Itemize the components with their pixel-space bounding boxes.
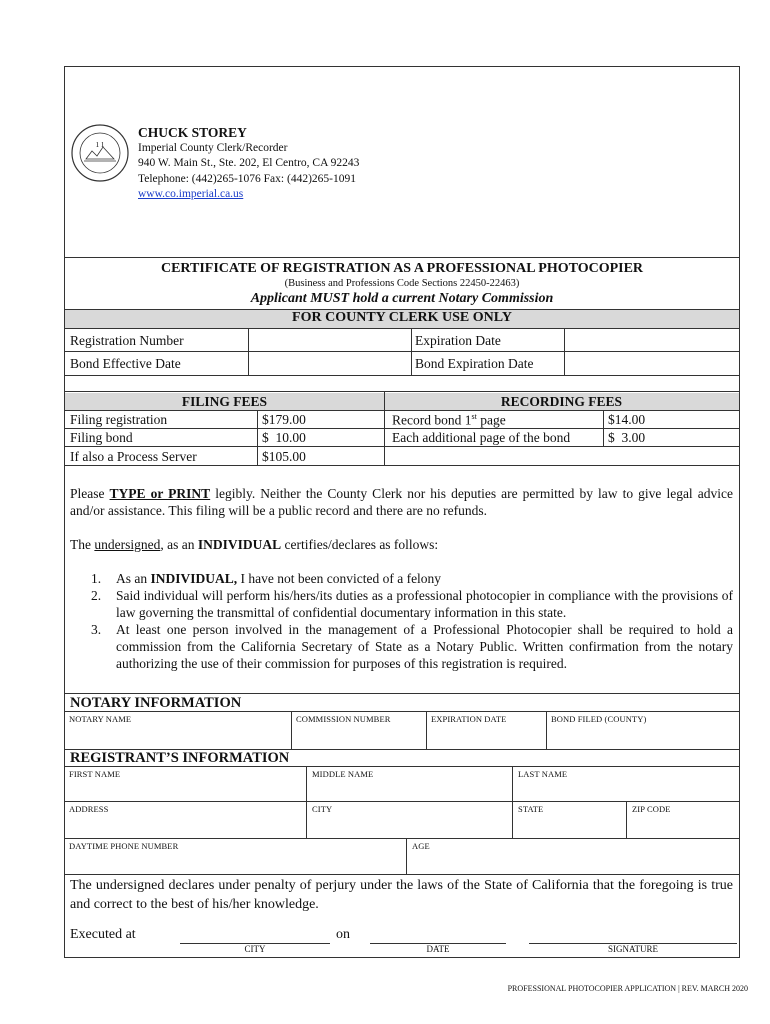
on-label: on <box>336 927 350 942</box>
clerk-website-link[interactable]: www.co.imperial.ca.us <box>138 188 244 200</box>
commission-number-field[interactable] <box>293 727 424 747</box>
address-field[interactable] <box>67 817 304 836</box>
expiration-date-label: Expiration Date <box>415 333 501 348</box>
filing-fees-heading: FILING FEES <box>181 394 268 409</box>
county-seal-icon <box>70 123 130 183</box>
recording-row-amount: $ 3.00 <box>608 430 646 445</box>
notary-expiration-label: EXPIRATION DATE <box>431 714 507 724</box>
daytime-phone-label: DAYTIME PHONE NUMBER <box>69 841 179 851</box>
city-caption: CITY <box>244 944 266 954</box>
footer-revision: PROFESSIONAL PHOTOCOPIER APPLICATION | REV. MARCH 2020 <box>507 984 748 993</box>
age-label: AGE <box>412 841 430 851</box>
signature-caption: SIGNATURE <box>607 944 658 954</box>
bond-effective-date-field[interactable] <box>250 353 409 373</box>
list-item: 2. Said individual will perform his/hers/its duties as a professional photocopier in compliance with the provisions of law governing the transmittal of confidential documentary information in this state. <box>91 588 733 620</box>
zip-code-label: ZIP CODE <box>632 804 671 814</box>
clerk-telephone: Telephone: (442)265-1076 Fax: (442)265-1091 <box>138 172 356 185</box>
perjury-declaration: The undersigned declares under penalty of perjury under the laws of the State of California that the foregoing is true and correct to the best of his/her knowledge. <box>70 878 733 912</box>
expiration-date-field[interactable] <box>566 330 738 350</box>
bond-expiration-date-field[interactable] <box>566 353 738 373</box>
certification-list <box>91 570 733 672</box>
address-label: ADDRESS <box>69 804 109 814</box>
state-label: STATE <box>518 804 544 814</box>
bond-filed-label: BOND FILED (COUNTY) <box>551 714 647 724</box>
code-sections: (Business and Professions Code Sections 22450-22463) <box>284 278 520 289</box>
registration-number-label: Registration Number <box>70 333 184 348</box>
list-item: 3. At least one person involved in the management of a Professional Photocopier shall be required to hold a commission from the California Secretary of State as a Notary Public. Written confirmation from the notary authorizing the use of their commission for purposes of this registration is required. <box>91 622 733 671</box>
executed-date-field[interactable] <box>370 925 506 943</box>
bond-expiration-date-label: Bond Expiration Date <box>415 356 534 371</box>
svg-text:1 1: 1 1 <box>95 141 105 149</box>
signature-field[interactable] <box>529 925 737 943</box>
page-title: CERTIFICATE OF REGISTRATION AS A PROFESSIONAL PHOTOCOPIER <box>160 261 644 276</box>
bond-filed-field[interactable] <box>548 727 738 747</box>
zip-code-field[interactable] <box>628 817 738 836</box>
executed-city-field[interactable] <box>180 925 330 943</box>
city-field[interactable] <box>308 817 510 836</box>
last-name-field[interactable] <box>514 781 738 799</box>
daytime-phone-field[interactable] <box>67 853 404 872</box>
recording-row-amount: $14.00 <box>608 412 646 427</box>
fee-row-amount: $105.00 <box>262 449 306 464</box>
recording-row-label: Each additional page of the bond <box>392 430 571 445</box>
registration-number-field[interactable] <box>250 330 409 350</box>
notary-name-field[interactable] <box>67 727 289 747</box>
application-form <box>64 66 740 958</box>
instructions-paragraph: Please TYPE or PRINT legibly. Neither the County Clerk nor his deputies are permitted by law to give legal advice and/or assistance. This filing will be a public record and there are no refunds. <box>70 486 733 518</box>
clerk-name: CHUCK STOREY <box>138 125 247 140</box>
middle-name-label: MIDDLE NAME <box>312 769 374 779</box>
notary-name-label: NOTARY NAME <box>69 714 132 724</box>
first-name-label: FIRST NAME <box>69 769 121 779</box>
list-item: 1. As an INDIVIDUAL, I have not been convicted of a felony <box>91 571 442 586</box>
notary-expiration-field[interactable] <box>428 727 544 747</box>
clerk-office: Imperial County Clerk/Recorder <box>138 141 288 154</box>
form-title <box>65 260 739 307</box>
fee-row-label: Filing bond <box>70 430 133 445</box>
middle-name-field[interactable] <box>308 781 510 799</box>
recording-fees-heading: RECORDING FEES <box>500 394 623 409</box>
recording-row-label: Record bond 1st page <box>392 412 506 428</box>
commission-number-label: COMMISSION NUMBER <box>296 714 391 724</box>
first-name-field[interactable] <box>67 781 304 799</box>
certification-intro: The undersigned, as an INDIVIDUAL certifies/declares as follows: <box>70 537 439 552</box>
notary-heading: NOTARY INFORMATION <box>70 695 242 711</box>
age-field[interactable] <box>408 853 738 872</box>
bond-effective-date-label: Bond Effective Date <box>70 356 181 371</box>
registrant-heading: REGISTRANT’S INFORMATION <box>70 750 290 766</box>
executed-at-label: Executed at <box>70 927 136 942</box>
county-use-heading: FOR COUNTY CLERK USE ONLY <box>292 310 512 325</box>
fee-row-amount: $179.00 <box>262 412 306 427</box>
city-label: CITY <box>312 804 333 814</box>
notary-requirement: Applicant MUST hold a current Notary Commission <box>250 291 554 306</box>
fee-row-amount: $ 10.00 <box>262 430 306 445</box>
fee-row-label: Filing registration <box>70 412 168 427</box>
date-caption: DATE <box>426 944 450 954</box>
state-field[interactable] <box>514 817 624 836</box>
last-name-label: LAST NAME <box>518 769 568 779</box>
fee-row-label: If also a Process Server <box>70 449 197 464</box>
clerk-header <box>138 125 359 203</box>
clerk-address: 940 W. Main St., Ste. 202, El Centro, CA 92243 <box>138 157 360 169</box>
